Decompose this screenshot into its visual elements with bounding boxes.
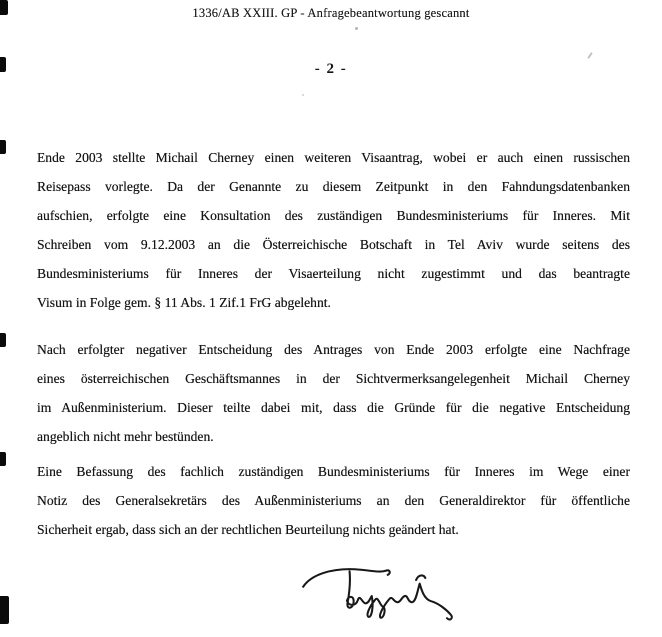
text-line: eines österreichischen Geschäftsmannes in der Sichtvermerksangelegenheit Michail Cherney (37, 371, 630, 386)
scan-artifact (0, 140, 6, 154)
text-line: Nach erfolgter negativer Entscheidung des Antrages von Ende 2003 erfolgte eine Nachfrage (37, 342, 630, 357)
text-line: Ende 2003 stellte Michail Cherney einen weiteren Visaantrag, wobei er auch einen russischen (37, 150, 630, 165)
paragraph-visa-application (37, 143, 630, 317)
paragraph-inquiry (37, 335, 630, 451)
document-header: 1336/AB XXIII. GP - Anfragebeantwortung gescannt (192, 6, 470, 20)
page-number: - 2 - (314, 61, 348, 77)
text-line: aufschien, erfolgte eine Konsultation des zuständigen Bundesministeriums für Inneres. Mit (37, 208, 630, 223)
scan-artifact (0, 452, 6, 466)
text-line: Notiz des Generalsekretärs des Außenministeriums an den Generaldirektor für öffentliche (37, 493, 630, 508)
text-line: Eine Befassung des fachlich zuständigen Bundesministeriums für Inneres im Wege einer (37, 464, 630, 479)
paragraph-legal-assessment (37, 457, 630, 544)
scan-artifact (0, 57, 6, 72)
text-line: Visum in Folge gem. § 11 Abs. 1 Zif.1 FrG abgelehnt. (37, 295, 331, 310)
text-line: im Außenministerium. Dieser teilte dabei mit, dass die Gründe für die negative Entscheidung (37, 400, 630, 415)
scan-artifact (0, 596, 9, 624)
text-line: Reisepass vorlegte. Da der Genannte zu diesem Zeitpunkt in den Fahndungsdatenbanken (37, 179, 630, 194)
text-line: Sicherheit ergab, dass sich an der rechtlichen Beurteilung nichts geändert hat. (37, 522, 459, 537)
text-line: Bundesministeriums für Inneres der Visaerteilung nicht zugestimmt und das beantragte (37, 266, 630, 281)
scan-artifact (0, 333, 6, 347)
scan-speck (302, 94, 304, 96)
scan-artifact (0, 0, 8, 15)
text-line: angeblich nicht mehr bestünden. (37, 429, 214, 444)
handwritten-signature (298, 558, 463, 632)
scan-speck (355, 27, 358, 30)
text-line: Schreiben vom 9.12.2003 an die Österreichische Botschaft in Tel Aviv wurde seitens des (37, 237, 630, 252)
scan-speck (587, 52, 593, 59)
